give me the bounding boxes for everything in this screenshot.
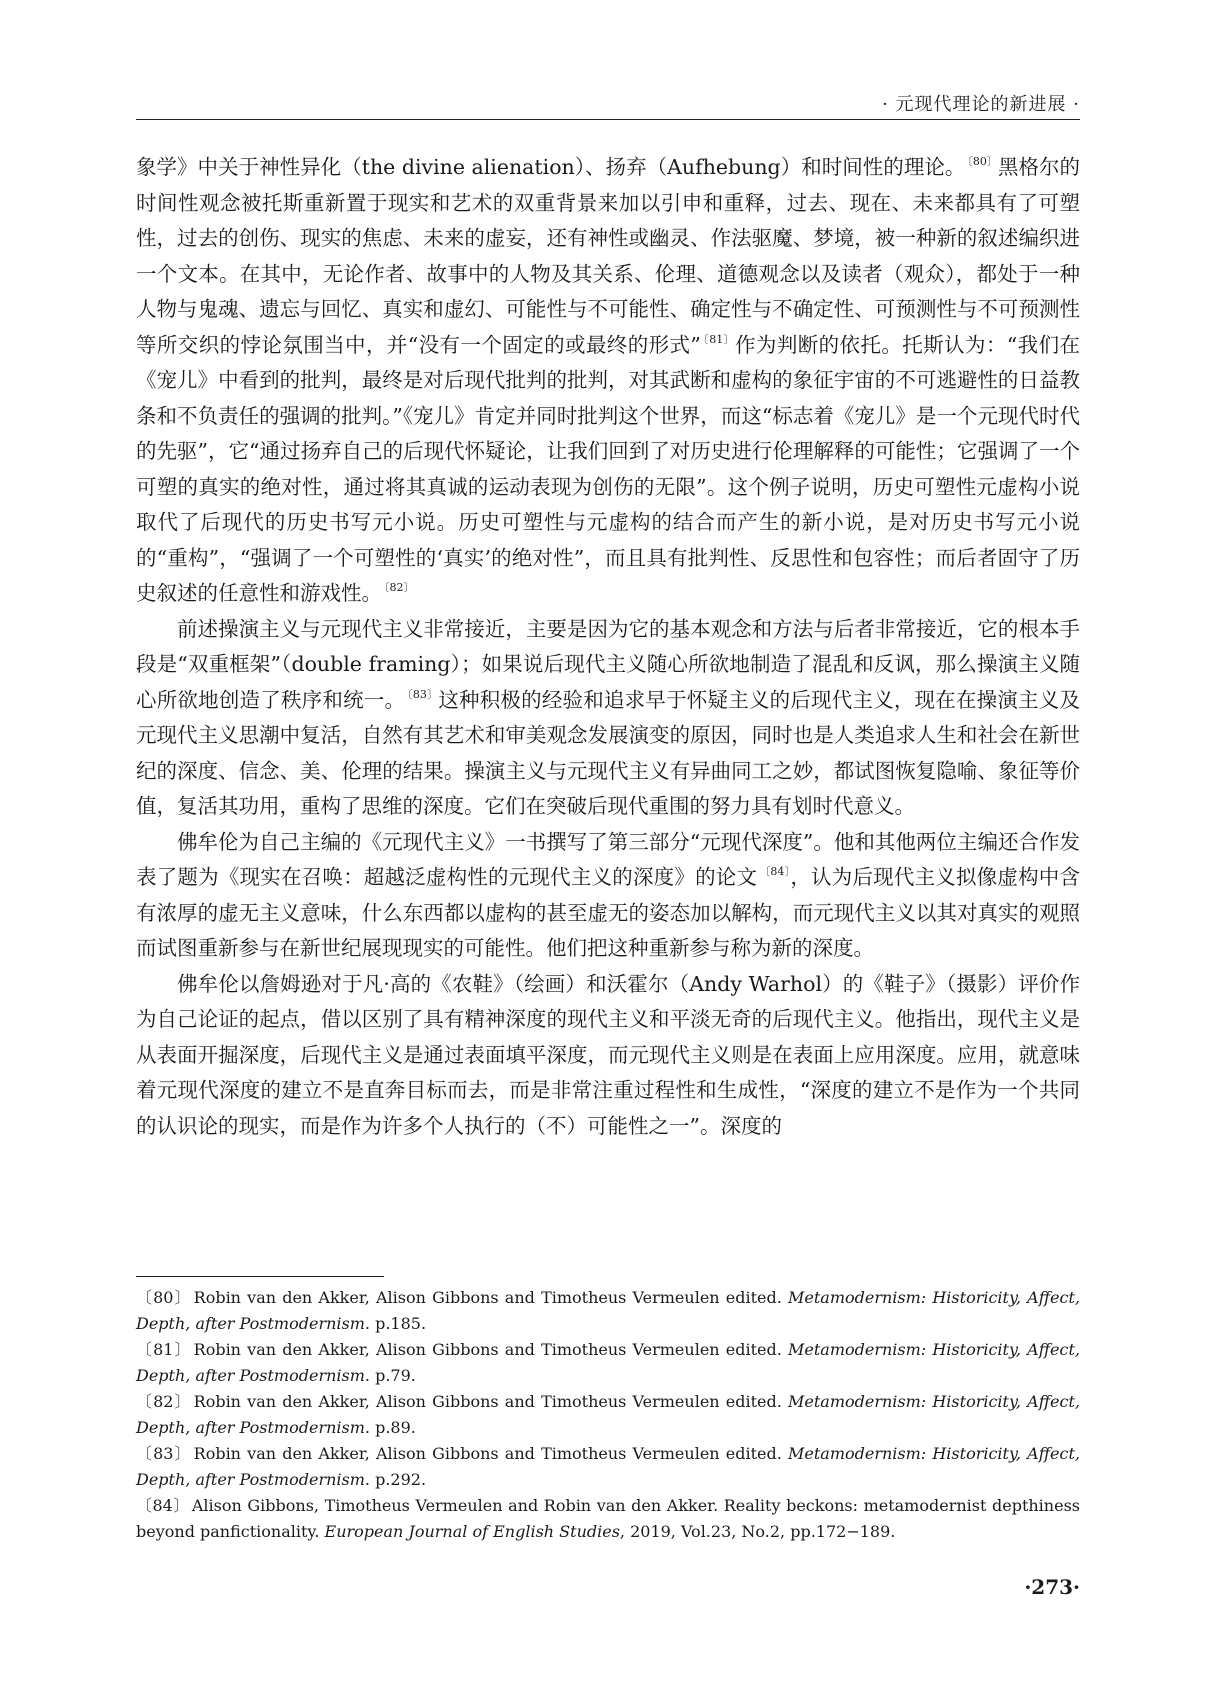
page-number: ·273· [1024, 1575, 1080, 1599]
footnote-title: European Journal of English Studies [324, 1522, 620, 1541]
footnote-title: Metamodernism: Historicity, Affect, Depth, after Postmodernism [136, 1340, 1080, 1385]
footnote-title: Metamodernism: Historicity, Affect, Depth, after Postmodernism [136, 1392, 1080, 1437]
text-run: 这种积极的经验和追求早于怀疑主义的后现代主义，现在在操演主义及元现代主义思潮中复活，自然有其艺术和审美观念发展演变的原因，同时也是人类追求人生和社会在新世纪的深度、信念、美、伦理的结果。操演主义与元现代主义有异曲同工之妙，都试图恢复隐喻、象征等价值，复活其功用，重构了思维的深度。它们在突破后现代重围的努力具有划时代意义。 [136, 687, 1081, 818]
footnote-ref-80[interactable]: 〔80〕 [967, 155, 998, 168]
footnote-number: 〔84〕 [136, 1496, 190, 1515]
footnote-number: 〔82〕 [136, 1392, 192, 1411]
footnote-81 [136, 1337, 1080, 1389]
footnote-80 [136, 1285, 1080, 1337]
footnotes [136, 1285, 1080, 1545]
paragraph-1 [136, 150, 1080, 612]
footnote-ref-83[interactable]: 〔83〕 [407, 687, 439, 701]
paragraph-2 [136, 612, 1080, 825]
footnote-tail: . p.292. [364, 1470, 427, 1489]
text-run: 前述操演主义与元现代主义非常接近，主要是因为它的基本观念和方法与后者非常接近，它的根本手段是“双重框架”（double framing）；如果说后现代主义随心所欲地制造了混乱和反讽，那么操演主义随心所欲地创造了秩序和统一。 [136, 616, 1080, 712]
footnote-ref-82[interactable]: 〔82〕 [384, 581, 415, 594]
footnote-text: Robin van den Akker, Alison Gibbons and Timotheus Vermeulen edited. [193, 1444, 788, 1463]
footnote-83 [136, 1441, 1080, 1493]
text-run: 象学》中关于神性异化（the divine alienation）、扬弃（Aufhebung）和时间性的理论。 [136, 155, 966, 179]
footnote-text: Robin van den Akker, Alison Gibbons and Timotheus Vermeulen edited. [193, 1340, 788, 1359]
footnote-tail: , 2019, Vol.23, No.2, pp.172−189. [619, 1522, 896, 1541]
text-run: 佛牟伦以詹姆逊对于凡·高的《农鞋》（绘画）和沃霍尔（Andy Warhol）的《鞋子》（摄影）评价作为自己论证的起点，借以区别了具有精神深度的现代主义和平淡无奇的后现代主义。他指出，现代主义是从表面开掘深度，后现代主义是通过表面填平深度，而元现代主义则是在表面上应用深度。应用，就意味着元现代深度的建立不是直奔目标而去，而是非常注重过程性和生成性，“深度的建立不是作为一个共同的认识论的现实，而是作为许多个人执行的（不）可能性之一”。深度的 [136, 971, 1080, 1138]
text-run: ，认为后现代主义拟像虚构中含有浓厚的虚无主义意味，什么东西都以虚构的甚至虚无的姿态加以解构，而元现代主义以其对真实的观照而试图重新参与在新世纪展现现实的可能性。他们把这种重新参与称为新的深度。 [136, 865, 1081, 960]
text-run: 作为判断的依托。托斯认为：“我们在《宠儿》中看到的批判，最终是对后现代批判的批判，对其武断和虚构的象征宇宙的不可逃避性的日益教条和不负责任的强调的批判。”《宠儿》肯定并同时批判这个世界，而这“标志着《宠儿》是一个元现代时代的先驱”，它“通过扬弃自己的后现代怀疑论，让我们回到了对历史进行伦理解释的可能性；它强调了一个可塑的真实的绝对性，通过将其真诚的运动表现为创伤的无限”。这个例子说明，历史可塑性元虚构小说取代了后现代的历史书写元小说。历史可塑性与元虚构的结合而产生的新小说，是对历史书写元小说的“重构”，“强调了一个可塑性的‘真实’的绝对性”，而且具有批判性、反思性和包容性；而后者固守了历史叙述的任意性和游戏性。 [136, 332, 1080, 605]
footnote-ref-84[interactable]: 〔84〕 [759, 865, 791, 878]
footnote-ref-81[interactable]: 〔81〕 [702, 332, 736, 346]
footnote-tail: . p.89. [364, 1418, 416, 1437]
footnote-tail: . p.79. [364, 1366, 416, 1385]
footnote-number: 〔81〕 [136, 1340, 192, 1359]
footnote-text: Robin van den Akker, Alison Gibbons and Timotheus Vermeulen edited. [193, 1392, 788, 1411]
footnote-title: Metamodernism: Historicity, Affect, Depth, after Postmodernism [136, 1444, 1080, 1489]
footnote-tail: . p.185. [364, 1314, 427, 1333]
paragraph-3 [136, 825, 1080, 967]
footnote-rule [136, 1276, 384, 1277]
body-text [136, 150, 1080, 1144]
text-run: 黑格尔的时间性观念被托斯重新置于现实和艺术的双重背景来加以引申和重释，过去、现在、未来都具有了可塑性，过去的创伤、现实的焦虑、未来的虚妄，还有神性或幽灵、作法驱魔、梦境，被一种新的叙述编织进一个文本。在其中，无论作者、故事中的人物及其关系、伦理、道德观念以及读者（观众），都处于一种人物与鬼魂、遗忘与回忆、真实和虚幻、可能性与不可能性、确定性与不确定性、可预测性与不可预测性等所交织的悖论氛围当中，并“没有一个固定的或最终的形式” [136, 155, 1080, 357]
footnote-82 [136, 1389, 1080, 1441]
footnote-text: Robin van den Akker, Alison Gibbons and Timotheus Vermeulen edited. [193, 1288, 788, 1307]
text-run: 佛牟伦为自己主编的《元现代主义》一书撰写了第三部分“元现代深度”。他和其他两位主编还合作发表了题为《现实在召唤：超越泛虚构性的元现代主义的深度》的论文 [136, 829, 1080, 889]
footnote-text: Alison Gibbons, Timotheus Vermeulen and Robin van den Akker. Reality beckons: metamodernist depthiness beyond panfictionality. [136, 1496, 1080, 1541]
footnote-84 [136, 1493, 1080, 1545]
header-rule [136, 119, 1080, 120]
running-head: · 元现代理论的新进展 · [882, 94, 1080, 115]
footnote-number: 〔80〕 [136, 1288, 192, 1307]
footnote-title: Metamodernism: Historicity, Affect, Depth, after Postmodernism [136, 1288, 1080, 1333]
paragraph-4 [136, 967, 1080, 1145]
footnote-number: 〔83〕 [136, 1444, 192, 1463]
